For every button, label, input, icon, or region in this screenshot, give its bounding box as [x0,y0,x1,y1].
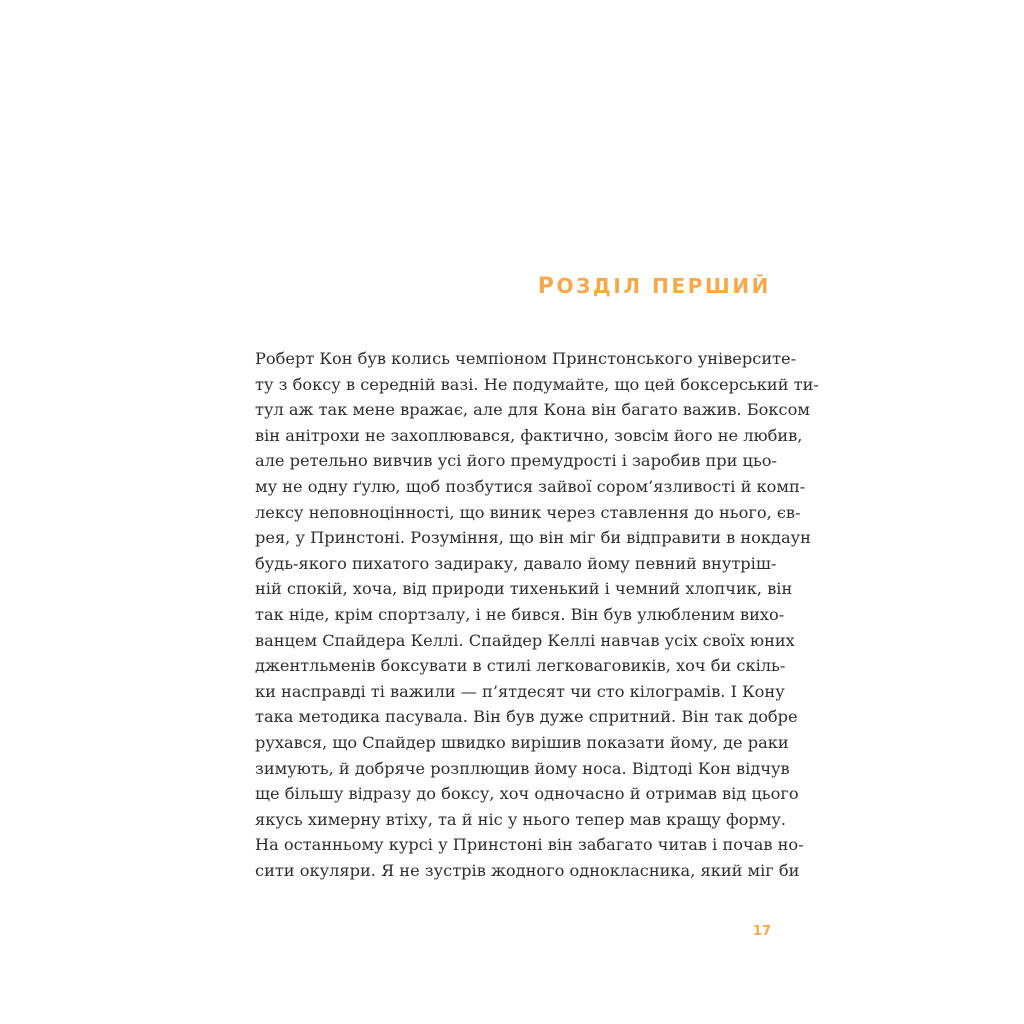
text-line: рухався, що Спайдер швидко вирішив показати йому, де раки [255,732,789,752]
text-line: тул аж так мене вражає, але для Кона він багато важив. Боксом [255,400,810,420]
text-line: рея, у Принстоні. Розуміння, що він міг би відправити в нокдаун [255,528,811,548]
text-line: ки насправді ті важили — п’ятдесят чи сто кілограмів. І Кону [255,681,785,701]
text-line: сити окуляри. Я не зустрів жодного однокласника, який міг би [255,860,800,880]
body-text [255,346,819,883]
text-line: ванцем Спайдера Келлі. Спайдер Келлі навчав усіх своїх юних [255,630,795,650]
text-line: зимують, й добряче розплющив йому носа. Відтоді Кон відчув [255,758,790,778]
text-line: На останньому курсі у Принстоні він забагато читав і почав но- [255,835,804,855]
text-line: Роберт Кон був колись чемпіоном Принстонського університе- [255,349,797,368]
text-line: так ніде, крім спортзалу, і не бився. Він був улюбленим вихо- [255,604,785,624]
chapter-title: РОЗДІЛ ПЕРШИЙ [537,274,771,299]
text-line: він анітрохи не захоплювався, фактично, зовсім його не любив, [255,425,803,445]
text-line: будь-якого пихатого задираку, давало йому певний внутріш- [255,553,777,573]
text-line: ще більшу відразу до боксу, хоч одночасно й отримав від цього [255,784,799,804]
text-line: якусь химерну втіху, та й ніс у нього тепер мав кращу форму. [255,809,787,829]
page-number: 17 [752,924,771,939]
text-line: му не одну ґулю, щоб позбутися зайвої сором’язливості й комп- [255,476,806,496]
text-line: джентльменів боксувати в стилі легковаговиків, хоч би скіль- [255,656,786,676]
text-line: ту з боксу в середній вазі. Не подумайте, що цей боксерський ти- [255,374,819,394]
text-line: але ретельно вивчив усі його премудрості і заробив при цьо- [255,451,777,471]
text-line: така методика пасувала. Він був дуже спритний. Він так добре [255,707,798,727]
text-line: ній спокій, хоча, від природи тихенький і чемний хлопчик, він [255,579,793,599]
text-line: лексу неповноцінності, що виник через ставлення до нього, єв- [255,502,801,522]
